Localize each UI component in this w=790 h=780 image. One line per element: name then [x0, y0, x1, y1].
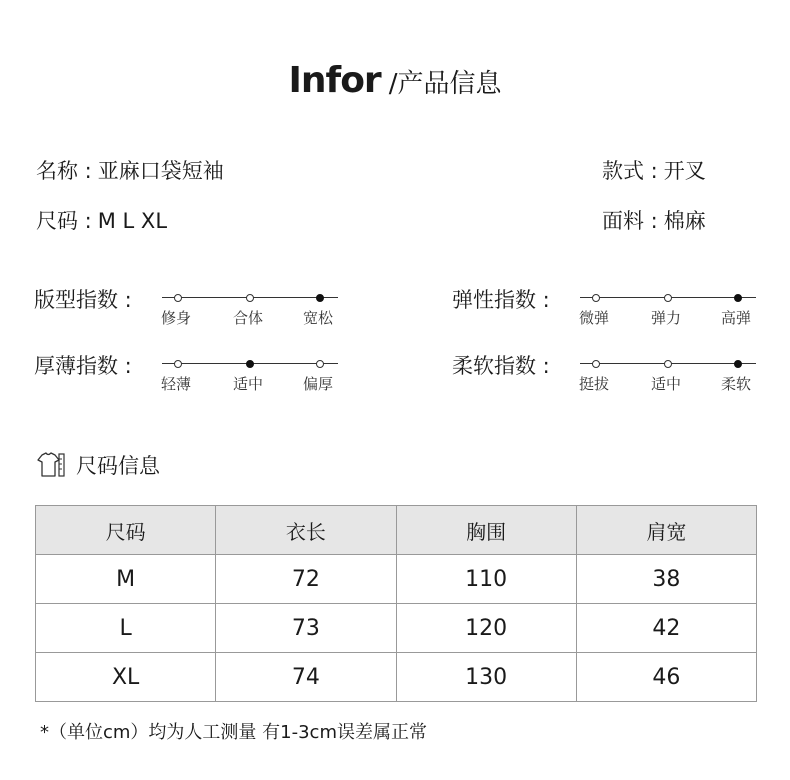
scale-thickness: [34, 350, 344, 400]
scale-option: 挺拔: [578, 375, 609, 393]
title-english: Infor: [288, 60, 381, 101]
info-name-label: 名称 :: [36, 159, 92, 183]
scale-dot: [316, 360, 324, 368]
table-row: [36, 653, 757, 702]
scale-option: 合体: [232, 309, 263, 327]
table-header-cell: 胸围: [396, 506, 576, 555]
table-cell: XL: [36, 653, 216, 702]
info-size-value: M L XL: [97, 209, 168, 233]
info-fabric: [602, 205, 706, 235]
scale-thickness-label: 厚薄指数 :: [34, 354, 132, 378]
info-style-label: 款式 :: [602, 159, 658, 183]
title-chinese: 产品信息: [397, 69, 502, 99]
scale-dot-selected: [734, 360, 742, 368]
info-name-value: 亚麻口袋短袖: [97, 159, 224, 183]
table-cell: 130: [396, 653, 576, 702]
info-fabric-value: 棉麻: [663, 209, 706, 233]
scale-dot: [592, 294, 600, 302]
table-cell: 72: [216, 555, 396, 604]
scale-dot-selected: [246, 360, 254, 368]
size-table: [35, 505, 757, 702]
table-header-cell: 尺码: [36, 506, 216, 555]
table-header-row: [36, 506, 757, 555]
scale-elasticity: [452, 284, 762, 334]
table-row: [36, 555, 757, 604]
page-header: [0, 60, 790, 101]
scale-fit-label: 版型指数 :: [34, 288, 132, 312]
table-cell: 38: [576, 555, 756, 604]
scale-dot: [592, 360, 600, 368]
scale-dot: [664, 294, 672, 302]
table-cell: 42: [576, 604, 756, 653]
table-header-cell: 衣长: [216, 506, 396, 555]
title-separator: /: [388, 69, 398, 99]
size-info-title-text: 尺码信息: [76, 454, 160, 478]
info-style: [602, 155, 706, 185]
scale-option: 弹力: [650, 309, 681, 327]
scale-option: 修身: [160, 309, 191, 327]
scale-fit: [34, 284, 344, 334]
scale-dot-selected: [734, 294, 742, 302]
info-size-label: 尺码 :: [36, 209, 92, 233]
info-size: [36, 205, 167, 235]
table-cell: 46: [576, 653, 756, 702]
scale-fit-track: [162, 297, 338, 298]
scale-option: 轻薄: [160, 375, 191, 393]
scale-option: 柔软: [720, 375, 751, 393]
info-style-value: 开叉: [663, 159, 706, 183]
scale-option: 偏厚: [302, 375, 333, 393]
measurement-note: *（单位cm）均为人工测量 有1-3cm误差属正常: [40, 722, 427, 743]
table-cell: L: [36, 604, 216, 653]
info-name: [36, 155, 224, 185]
scale-option: 宽松: [302, 309, 333, 327]
table-cell: 110: [396, 555, 576, 604]
scale-dot: [174, 294, 182, 302]
scale-elasticity-track: [580, 297, 756, 298]
table-header-cell: 肩宽: [576, 506, 756, 555]
table-cell: M: [36, 555, 216, 604]
scale-dot: [664, 360, 672, 368]
scale-softness-track: [580, 363, 756, 364]
scale-elasticity-label: 弹性指数 :: [452, 288, 550, 312]
table-cell: 73: [216, 604, 396, 653]
scale-dot: [174, 360, 182, 368]
tshirt-ruler-icon: [36, 452, 66, 478]
scale-softness: [452, 350, 762, 400]
table-cell: 74: [216, 653, 396, 702]
scale-dot: [246, 294, 254, 302]
scale-option: 微弹: [578, 309, 609, 327]
size-info-title: [36, 450, 160, 480]
scale-option: 高弹: [720, 309, 751, 327]
table-row: [36, 604, 757, 653]
info-fabric-label: 面料 :: [602, 209, 658, 233]
table-cell: 120: [396, 604, 576, 653]
scale-thickness-track: [162, 363, 338, 364]
scale-softness-label: 柔软指数 :: [452, 354, 550, 378]
scale-option: 适中: [650, 375, 681, 393]
scale-option: 适中: [232, 375, 263, 393]
scale-dot-selected: [316, 294, 324, 302]
